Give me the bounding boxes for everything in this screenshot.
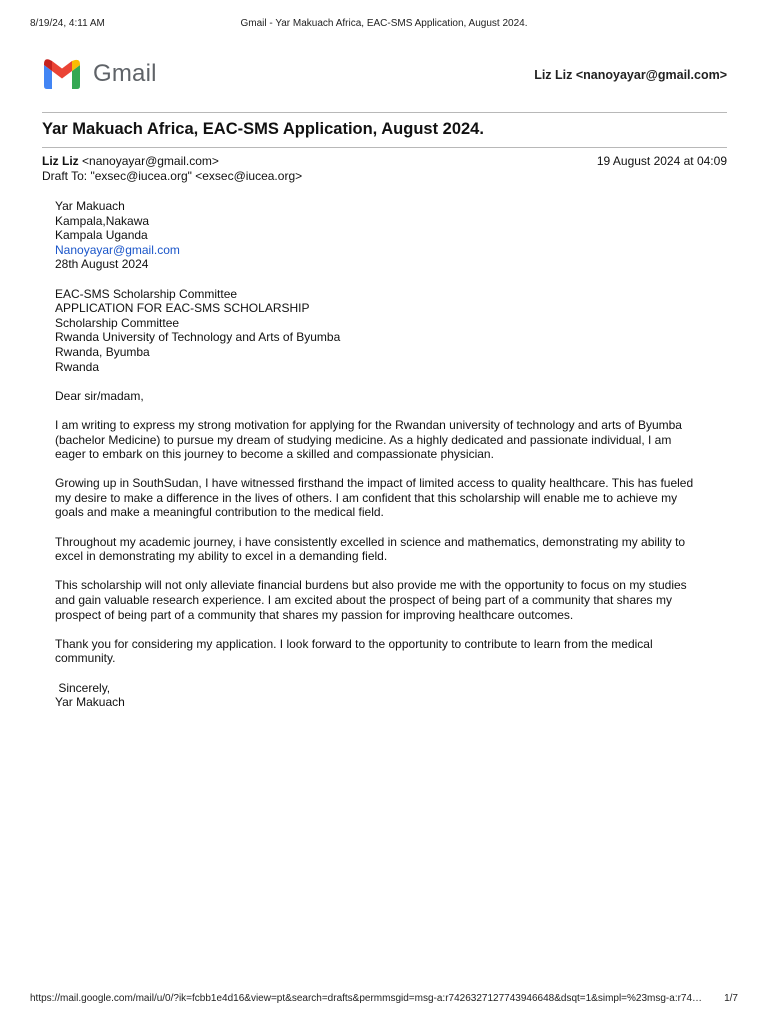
paragraph-line: prospect of being part of a community that shares my passion for improving healthcare outcomes. [55,607,574,622]
email-meta [42,154,727,184]
sender-block-name: Yar Makuach [55,199,125,213]
draft-to-line: Draft To: "exsec@iucea.org" <exsec@iucea.org> [42,169,303,183]
paragraph-line: (bachelor Medicine) to pursue my dream of studying medicine. As a highly dedicated and passionate individual, I am [55,432,672,447]
signature: Yar Makuach [55,695,125,710]
paragraph-line: my desire to make a difference in the lives of others. I am confident that this scholarship will enable me to achieve my [55,490,678,505]
sent-date: 19 August 2024 at 04:09 [596,154,727,168]
body-paragraph [55,637,715,666]
account-label: Liz Liz <nanoyayar@gmail.com> [534,68,727,82]
recipient-line: Scholarship Committee [55,315,180,330]
paragraph-line: Throughout my academic journey, i have consistently excelled in science and mathematics, demonstrating my ability to [55,534,686,549]
sender-block-line: Kampala,Nakawa [55,213,150,228]
paragraph-line: and gain valuable research experience. I am excited about the prospect of being part of a community that shares my [55,593,673,608]
sender-name: Liz Liz [42,154,79,168]
email-subject: Yar Makuach Africa, EAC-SMS Application, August 2024. [42,120,484,138]
recipient-line: APPLICATION FOR EAC-SMS SCHOLARSHIP [55,301,310,316]
sender-address-block [55,199,715,272]
recipient-line: Rwanda University of Technology and Arts of Byumba [55,330,341,345]
paragraph-line: community. [55,651,116,666]
paragraph-line: eager to embark on this journey to become a skilled and compassionate physician. [55,447,494,462]
body-paragraph [55,476,715,520]
paragraph-line: This scholarship will not only alleviate financial burdens but also provide me with the opportunity to focus on my studies [55,578,687,593]
recipient-line: Rwanda, Byumba [55,344,150,359]
sender-email-link[interactable]: Nanoyayar@gmail.com [55,242,180,257]
print-footer [30,993,738,1007]
gmail-wordmark: Gmail [93,60,157,87]
letter-date: 28th August 2024 [55,257,149,272]
body-paragraph [55,578,715,622]
sender-block-line: Kampala Uganda [55,228,148,243]
divider [42,147,727,148]
closing: Sincerely, [55,680,111,695]
email-body [55,199,715,710]
gmail-logo [42,58,157,90]
page-url: https://mail.google.com/mail/u/0/?ik=fcbb1e4d16&view=pt&search=drafts&permmsgid=msg-a:r7426327127743946648&dsqt=1&simpl=%23msg-a:r74… [30,993,703,1004]
divider [42,112,727,113]
paragraph-line: Growing up in SouthSudan, I have witnessed firsthand the impact of limited access to quality healthcare. This has fueled [55,476,694,491]
paragraph-line: Thank you for considering my application. I look forward to the opportunity to contribute to learn from the medical [55,636,653,651]
recipient-line: Rwanda [55,359,100,374]
salutation: Dear sir/madam, [55,388,144,403]
page-number: 1/7 [724,993,738,1004]
paragraph-line: excel in demonstrating my ability to excel in a demanding field. [55,549,388,564]
print-header [30,18,738,32]
recipient-line: EAC-SMS Scholarship Committee [55,286,238,301]
body-paragraph [55,418,715,462]
print-datetime: 8/19/24, 4:11 AM [30,18,105,29]
print-title: Gmail - Yar Makuach Africa, EAC-SMS Application, August 2024. [240,18,528,29]
recipient-block [55,287,715,375]
gmail-m-icon [42,59,82,89]
body-paragraph [55,535,715,564]
sender-address: <nanoyayar@gmail.com> [82,154,219,168]
paragraph-line: goals and make a meaningful contribution to the medical field. [55,505,384,520]
closing-block [55,681,715,710]
paragraph-line: I am writing to express my strong motivation for applying for the Rwandan university of technology and arts of Byumba [55,417,682,432]
